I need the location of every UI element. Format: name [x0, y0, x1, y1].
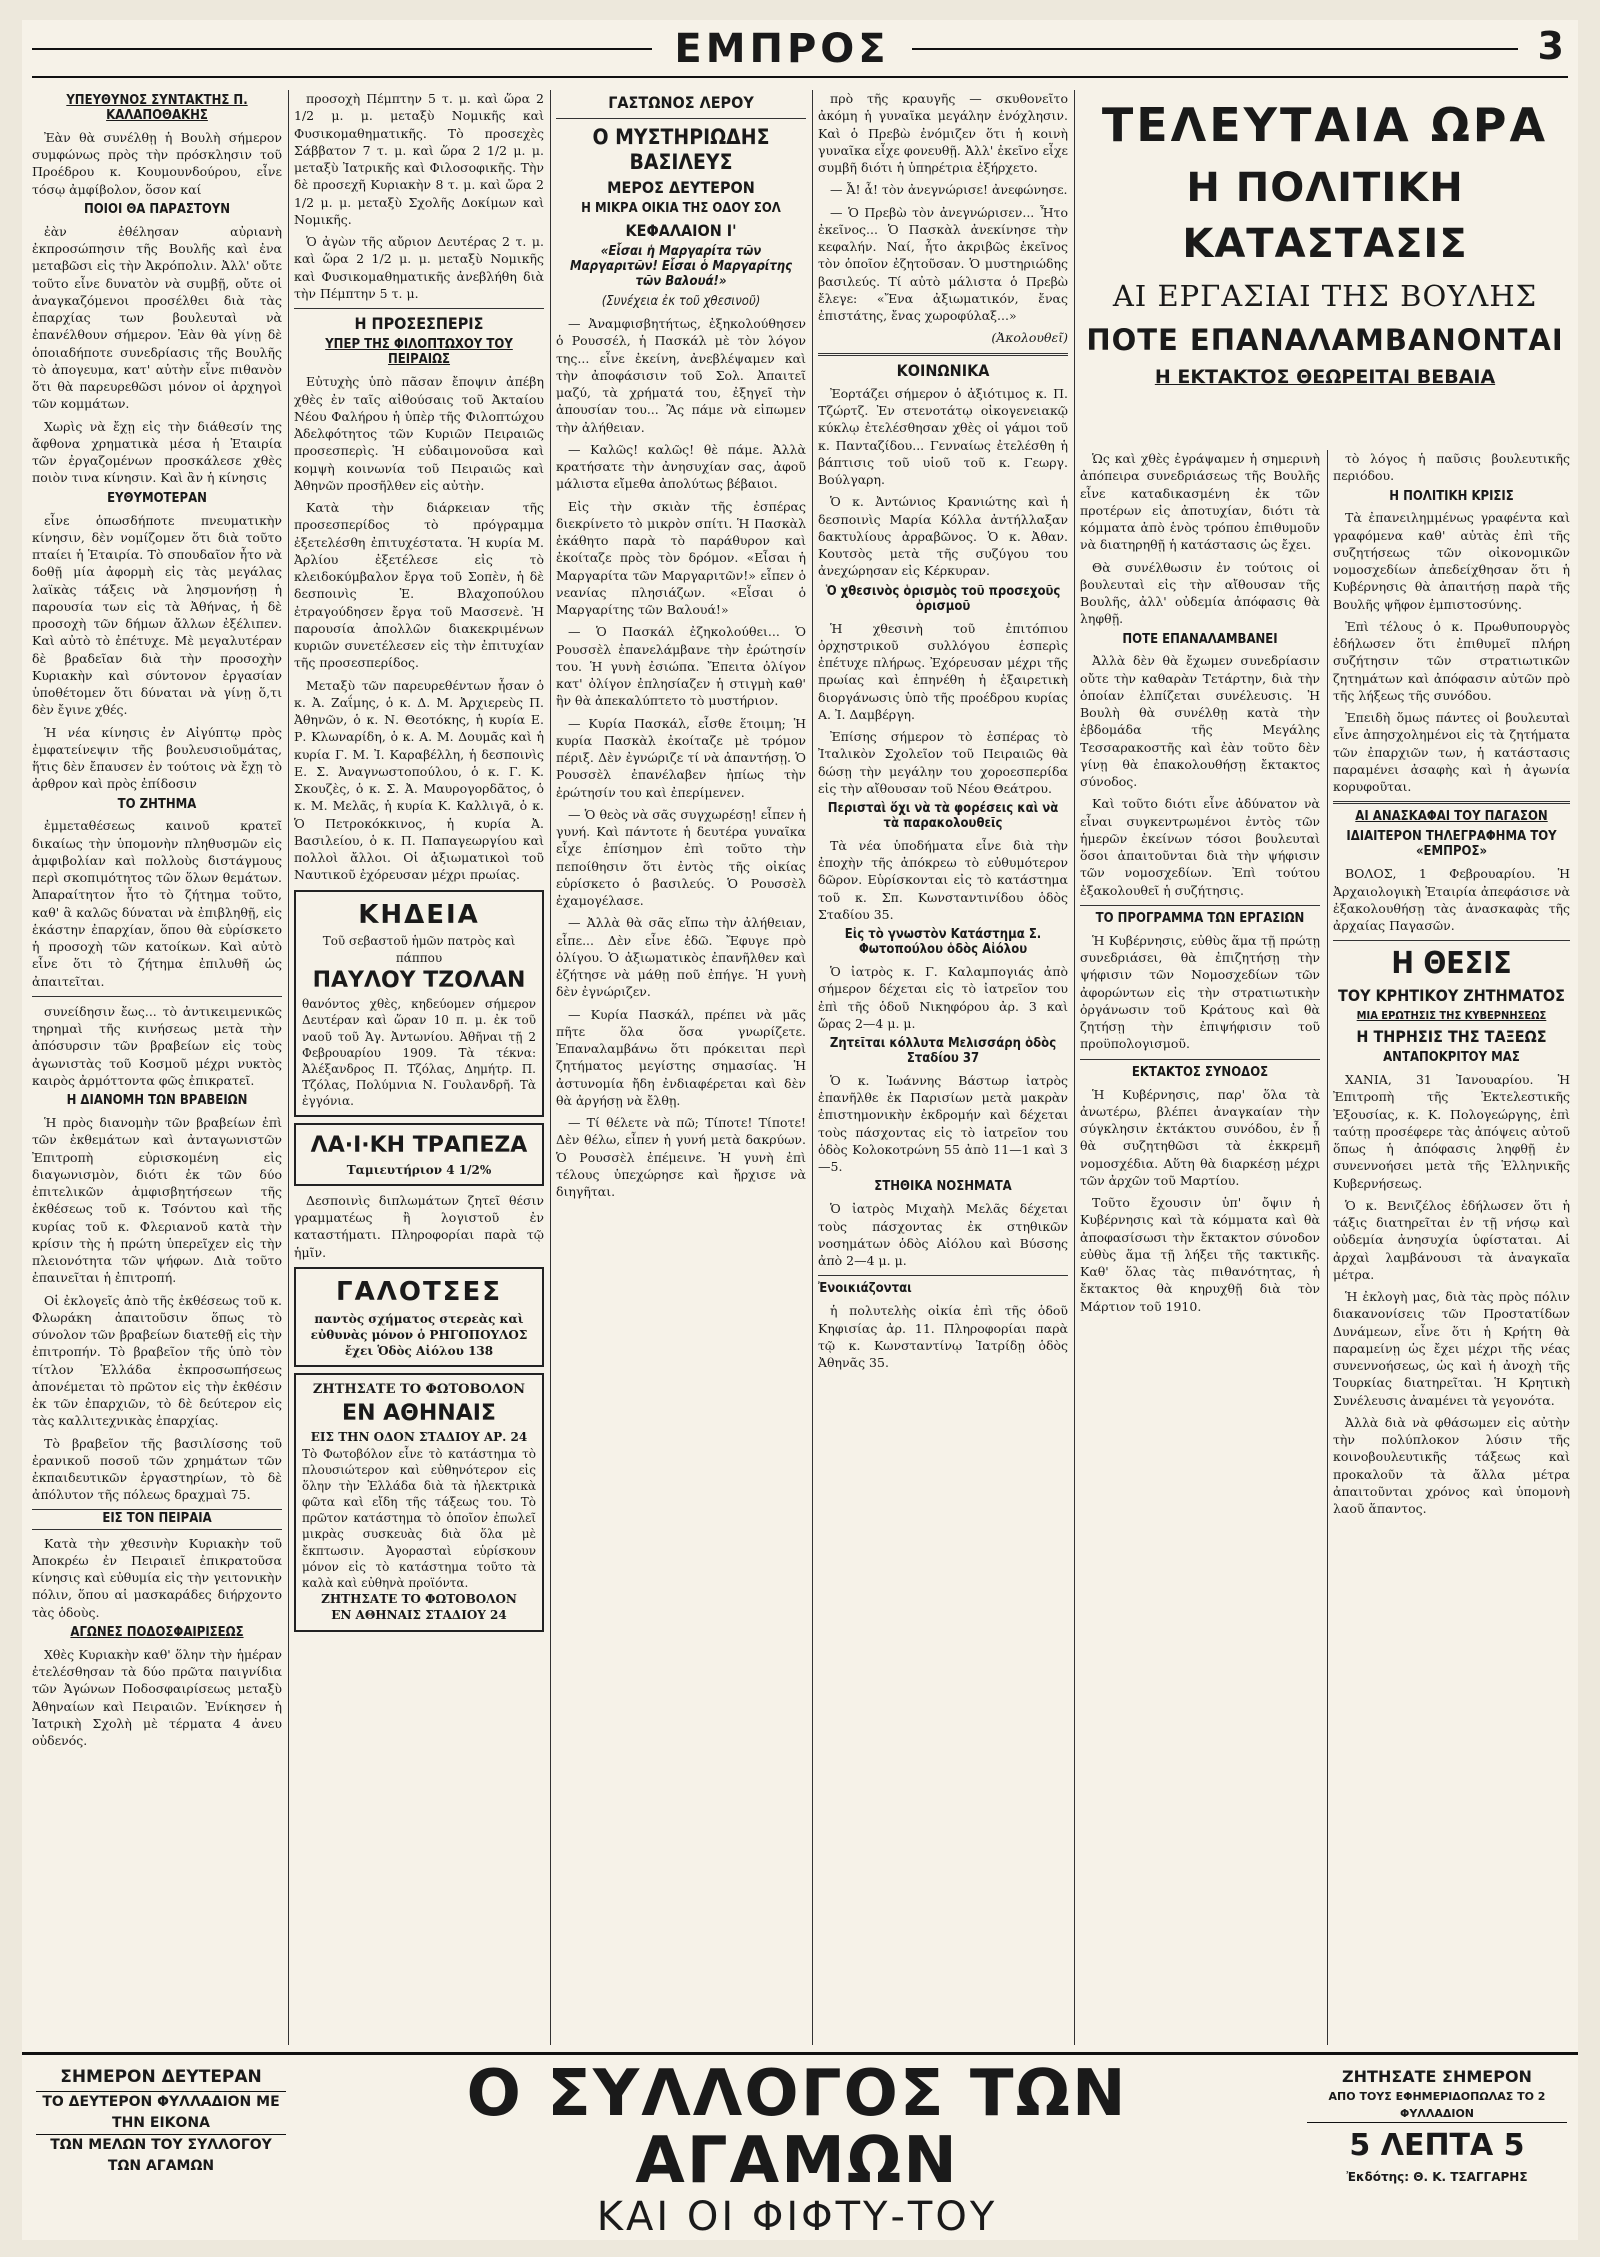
ad-title: ΛΑ·Ι·ΚΗ ΤΡΑΠΕΖΑ — [310, 1133, 528, 1159]
article-heading: Η ΠΡΟΣΕΣΠΕΡΙΣ — [354, 314, 484, 333]
serial-part: ΜΕΡΟΣ ΔΕΥΤΕΡΟΝ — [607, 177, 755, 197]
article-paragraph: Ὡς καὶ χθὲς ἐγράψαμεν ἡ σημερινὴ ἀπόπειρα συνεδριάσεως τῆς Βουλῆς εἶνε καταδικασμένη ἐκ τῶν προτέρων εἰς ἀποτυχίαν, διότι τὰ κόμματα ἀπὸ ἑνὸς τρόπου ἐπιθυμοῦν νὰ διατηρηθῇ ἡ κατάστασις ὡς ἔχει. — [1080, 451, 1320, 553]
column-5 — [1080, 450, 1320, 2045]
subheading: ΤΟ ΖΗΤΗΜΑ — [117, 796, 197, 812]
notice-text: θανόντος χθὲς, κηδεύομεν σήμερον Δευτέραν καὶ ὥραν 10 π. μ. ἐκ τοῦ ναοῦ τοῦ Ἁγ. Ἀντωνίου. Ἀθῆναι τῇ 2 Φεβρουαρίου 1909. Τὰ τέκνα: Ἀλέξανδρος Π. Τζόλας, Δημήτρ. Π. Τζόλας, Πολύμνια Ν. Γουλανδρῆ. Τὰ ἐγγόνια. — [302, 997, 536, 1109]
article-subheading: ΥΠΕΡ ΤΗΣ ΦΙΛΟΠΤΩΧΟΥ ΤΟΥ ΠΕΙΡΑΙΩΣ — [325, 337, 513, 368]
article-heading: Η ΘΕΣΙΣ — [1391, 946, 1512, 982]
article-paragraph: Ἀλλὰ δὲν θὰ ἔχωμεν συνεδρίασιν οὔτε τὴν καθαρὰν Τετάρτην, διὰ τὴν ὁποίαν ἐλπίζεται συνέλευσις. Ἡ Βουλὴ θὰ συνέλθῃ κατὰ τὴν ἑβδομάδα τῆς Μεγάλης Τεσσαρακοστῆς καὶ ἐὰν τοῦτο δὲν γίνῃ θὰ ἐπακολουθήσῃ ἔκτακτος σύνοδος. — [1080, 653, 1320, 790]
lead-headline-block — [1080, 90, 1570, 450]
article-paragraph: πρὸ τῆς κραυγῆς — σκυθονεῖτο ἀκόμη ἡ γυναῖκα μεγάλην ἐνόχλησιν. Καὶ ὁ Πρεβὼ ἐνόμιζεν ὅτι ἡ κοινὴ γυναῖκα εἶχε φονευθῇ. Ἀλλ' ἐκεῖνο εἶχε συμβῆ διότι ἡ ὑπηρέτρια ἐξήρχετο. — [818, 91, 1068, 175]
column-rule — [1074, 90, 1075, 2045]
ad-subtitle: ΕΙΣ ΤΗΝ ΟΔΟΝ ΣΤΑΔΙΟΥ ΑΡ. 24 — [310, 1430, 528, 1445]
notice-line: Τοῦ σεβαστοῦ ἡμῶν πατρὸς καὶ πάππου — [322, 934, 516, 965]
article-paragraph: Ἐπίσης σήμερον τὸ ἑσπέρας τὸ Ἰταλικὸν Σχολεῖον τοῦ Πειραιῶς θὰ δώσῃ τὴν μεγάλην του χοροεσπερίδα εἰς τὴν αἴθουσαν τοῦ Νέου Θεάτρου. — [818, 729, 1068, 796]
classified-ad: Δεσποινὶς διπλωμάτων ζητεῖ θέσιν γραμματέως ἢ λογιστοῦ ἐν καταστήματι. Πληροφορίαι παρὰ τῷ ἡμῖν. — [294, 1192, 544, 1260]
article-subheading: ΑΝΤΑΠΟΚΡΙΤΟΥ ΜΑΣ — [1383, 1050, 1520, 1066]
article-paragraph: προσοχὴ Πέμπτην 5 τ. μ. καὶ ὥρα 2 1/2 μ. μ. μεταξὺ Νομικῆς καὶ Φυσικομαθηματικῆς. Τὸ προσεχὲς Σάββατον 7 τ. μ. καὶ ὥρα 2 1/2 μ. μ. μεταξὺ Ἰατρικῆς καὶ Φιλοσοφικῆς. Τὴν δὲ προσεχῆ Κυριακὴν 8 τ. μ. καὶ ὥρα 2 1/2 μ. μ. μεταξὺ Σχολῆς Δοκίμων καὶ Νομικῆς. — [294, 91, 544, 227]
column-1 — [32, 90, 282, 2045]
footer-left — [36, 2065, 286, 2177]
footer-subheadline: ΚΑΙ ΟΙ ΦΙΦΤΥ-ΤΟΥ — [596, 2194, 998, 2240]
article-paragraph: — Ὁ θεὸς νὰ σᾶς συγχωρέσῃ! εἶπεν ἡ γυνή. Καὶ πάντοτε ἡ δευτέρα γυναῖκα εἶχε ἐπίσημον ἐπὶ τοῦτο τὴν πεποίθησιν ὅτι ἐντὸς τῆς οἰκίας εὑρίσκετο ὁ βασιλεύς. Ὁ Ρουσσὲλ ἐχαμογέλασε. — [556, 806, 806, 909]
editor-line: ΥΠΕΥΘΥΝΟΣ ΣΥΝΤΑΚΤΗΣ Π. ΚΑΛΑΠΟΘΑΚΗΣ — [66, 93, 248, 123]
article-paragraph: Ἀλλὰ διὰ νὰ φθάσωμεν εἰς αὐτὴν τὴν πολύπλοκον λύσιν τῆς κοινοβουλευτικῆς τάξεως καὶ προκαλοῦν τὰ ἄλλα μέτρα ἀπαιτοῦνται χρόνος καὶ ὑπομονὴ λαοῦ ἅπαντος. — [1333, 1414, 1570, 1517]
column-6 — [1333, 450, 1570, 2045]
article-paragraph: Καὶ τοῦτο διότι εἶνε ἀδύνατον νὰ εἶναι συγκεντρωμένοι ἐντὸς τῶν ἡμερῶν ἐκείνων τόσοι βουλευταὶ ὅσοι ἀπαιτοῦνται διὰ τὴν ψήφισιν τῶν νομοσχεδίων. Ἐπὶ τούτου ἐξακολουθεῖ ἡ συζήτησις. — [1080, 796, 1320, 898]
article-subheading: Η ΤΗΡΗΣΙΣ ΤΗΣ ΤΑΞΕΩΣ — [1356, 1026, 1547, 1046]
article-paragraph: Τὸ βραβεῖον τῆς βασιλίσσης τοῦ ἐρανικοῦ ποσοῦ τῶν χρημάτων τῶν ἐκπαιδευτικῶν ἐργαστηρίων, τὸ δὲ ἀπόλυτον τῆς πόλεως δραχμαὶ 75. — [32, 1435, 282, 1503]
divider — [1333, 940, 1570, 941]
article-paragraph: Ἡ χθεσινὴ τοῦ ἐπιτόπιου ὀρχηστρικοῦ συλλόγου ἑσπερὶς ἐπέτυχε πλήρως. Ἐχόρευσαν μέχρι τῆς πρωίας καὶ ἐπηνέθη ἡ ἐξαιρετικὴ διοργάνωσις ὑπὸ τῆς προέδρου κυρίας Α. Ἰ. Δαμβέργη. — [818, 620, 1068, 722]
article-subheading: ΜΙΑ ΕΡΩΤΗΣΙΣ ΤΗΣ ΚΥΒΕΡΝΗΣΕΩΣ — [1356, 1009, 1547, 1023]
column-3 — [556, 90, 806, 2045]
article-paragraph: — Ἀλλὰ θὰ σᾶς εἴπω τὴν ἀλήθειαν, εἶπε... Δὲν εἶνε ἐδῶ. Ἔφυγε πρὸ ὀλίγου. Ὁ ἀξιωματικὸς ἐπανῆλθεν καὶ ἐζήτησε νὰ μάθῃ ποῦ ἐπήγε. Ἡ γυνὴ δὲν ἐγνώριζεν. — [556, 915, 806, 1000]
subheading: ΑΙ ΑΝΑΣΚΑΦΑΙ ΤΟΥ ΠΑΓΑΣΟΝ — [1355, 809, 1548, 825]
subheading: ΑΓΩΝΕΣ ΠΟΔΟΣΦΑΙΡΙΣΕΩΣ — [70, 1624, 244, 1640]
column-rule — [1327, 450, 1328, 2045]
article-paragraph: Ἡ νέα κίνησις ἐν Αἰγύπτῳ πρὸς ἐμφατείνεψιν τῆς βουλευσιοῦμάτας, ἥτις δὲν ἔπαυσεν ἐν τούτοις νὰ ἔχῃ τὸ ἀρθρον καὶ πρὸς ἐπίδοσιν — [32, 724, 282, 792]
article-paragraph: — Ὁ Πασκάλ ἐζηκολούθει... Ὁ Ρουσσὲλ ἐπανελάμβανε τὴν ἐρώτησίν του. Ἡ γυνὴ ἐσιώπα. Ἔπειτα ὀλίγον κατ' ὀλίγον ἐπλησίαζεν ἡ στιγμὴ καθ' ἣν θὰ ἀπεκαλύπτετο τὸ μυστήριον. — [556, 624, 806, 709]
article-paragraph: συνείδησιν ἔως... τὸ ἀντικειμενικῶς τηρημαὶ τῆς κινήσεως μετὰ τὴν ἀπόσυρσιν τῶν βραβείων εἰς τοὺς ἀγωνιστὰς τοῦ Κοσμοῦ μέχρι νυκτὸς καιρὸς ἀρμόττοντα φῶς ἐπικρατεῖ. — [32, 1003, 282, 1088]
article-paragraph: Ὁ κ. Βενιζέλος ἐδήλωσεν ὅτι ἡ τάξις διατηρεῖται ἐν τῇ νήσῳ καὶ οὐδεμία ἀνησυχία ὑφίσταται. Αἱ ἀρχαὶ λαμβάνουσι τὰ ἀναγκαῖα μέτρα. — [1333, 1197, 1570, 1282]
divider — [1080, 1059, 1320, 1060]
article-paragraph: — Ἆ! ἆ! τὸν ἀνεγνώρισε! ἀνεφώνησε. — [830, 182, 1068, 198]
ad-title: ΓΑΛΟΤΣΕΣ — [336, 1276, 502, 1307]
footer-banner — [22, 2052, 1578, 2240]
subheading: ΙΔΙΑΙΤΕΡΟΝ ΤΗΛΕΓΡΑΦΗΜΑ ΤΟΥ «ΕΜΠΡΟΣ» — [1346, 829, 1557, 860]
article-paragraph: — Ἀναμφισβητήτως, ἐξηκολούθησεν ὁ Ρουσσέλ, ἡ Πασκάλ μὲ τὸν λόγον της... εἶνε ἐκείνη, ἀνεβλέψαμεν καὶ τὴν ἀποφάσισιν τοῦ Σολ. Ἀπαιτεῖ μαζύ, τὰ χρήματά του, ἐξηγεῖ τὴν ἀπουσίαν του... Ἂς πάμε νὰ εἰπωμεν τὴν ἀλήθειαν. — [556, 316, 806, 435]
article-paragraph: Οἱ ἐκλογεῖς ἀπὸ τῆς ἐκθέσεως τοῦ κ. Φλωράκη ἀπαιτοῦσιν ὅπως τὸ σύνολον τῶν βραβείων διατεθῇ εἰς τὴν ἐπιτροπήν. Τὸ βραβεῖον τῆς ὑπὸ τὸν τίτλον Ἑλλάδα ἐκπροσωπήσεως ἀπονέμεται τὸ πρῶτον εἰς τὴν ἐκθέσιν ἐκ τῶν ἐπαρχιῶν, τὸ δὲ δεύτερον εἰς τὰς καλλιτεχνικὰς ἐπαρχίας. — [32, 1292, 282, 1429]
article-paragraph: Χθὲς Κυριακὴν καθ' ὅλην τὴν ἡμέραν ἐτελέσθησαν τὰ δύο πρῶτα παιγνίδια τῶν Ἀγώνων Ποδοσφαιρίσεως μεταξὺ Ἀθηναίων καὶ Πειραιῶν. Ἐνίκησεν ἡ Ἰατρικὴ Σχολὴ μὲ τέρματα 4 ἀνευ οὐδενός. — [32, 1646, 282, 1748]
article-paragraph: εἶνε ὁπωσδήποτε πνευματικὴν κίνησιν, δὲν νομίζομεν ὅτι διὰ τοῦτο πταίει ἡ Ἑταιρία. Τὸ σπουδαῖον ἦτο νὰ δοθῇ μία ἀφορμὴ εἰς τὰς μεγάλας λαϊκὰς τάξεις νὰ λησμονήσῃ ἡ παρουσία των εἰς τὰ Ἀθήνας, ἡ δὲ προσοχὴ τῶν δήμων ἄλλων ἐξέλιπεν. Καὶ αὐτὸ τὸ ἐπέτυχε. Μὲ μεγαλυτέραν δὲ βραδεῖαν διὰ τὴν προσοχὴν Κυριακὴν καὶ σύντονον ἐργασίαν ὑποθέτομεν ὅτι δύναται νὰ γίνῃ ὅ,τι δὲν ἔγινε χθές. — [32, 512, 282, 718]
footer-publisher: Ἐκδότης: Θ. Κ. ΤΣΑΓΓΑΡΗΣ — [1346, 2170, 1528, 2184]
fotovolon-ad — [294, 1373, 544, 1631]
article-paragraph: Ὁ κ. Ἰωάννης Βάστωρ ἰατρὸς ἐπανῆλθε ἐκ Παρισίων μετὰ μακρὰν ἐπιστημονικὴν ἐκδρομήν καὶ δέχεται τοὺς πάσχοντας εἰς τὸ ἰατρεῖον του ὁδὸς Κολοκοτρώνη 55 ἀπὸ 11—1 καὶ 3—5. — [818, 1072, 1068, 1175]
chapter-subtitle: «Εἶσαι ἡ Μαργαρίτα τῶν Μαργαριτῶν! Εἶσαι ὁ Μαργαρίτης τῶν Βαλουά!» — [569, 244, 793, 290]
article-paragraph: Ἡ πρὸς διανομὴν τῶν βραβείων ἐπὶ τῶν ἐκθεμάτων καὶ ἀνταγωνιστῶν Ἐπιτροπὴ εὑρισκομένη εἰς διαγωνισμὸν, διότι ἐκ τῶν δύο ἐπιτελικῶν ἀμφισβητήσεων τῆς ἐκθέσεως τοῦ κ. Τσόντου καὶ τῆς κυρίας τοῦ κ. Φλεριανοῦ κατὰ τὴν κρίσιν τὴς ἡ πρώτη ὑπερεῖχεν εἰς τὴν πλειονότητα τῶν ψήφων. Διὰ τοῦτο ἐπαινεῖται ἡ ἐπιτροπή. — [32, 1115, 282, 1286]
article-paragraph: Κατὰ τὴν διάρκειαν τῆς προσεσπερίδος τὸ πρόγραμμα ἐξετελέσθη ἐπιτυχέστατα. Ἡ κυρία Μ. Ἀρλίου ἐξετέλεσε εἰς τὸ κλειδοκύμβαλον ἔργα τοῦ Σοπὲν, ἡ δὲ δεσποινὶς Ἑ. Βλαχοπούλου ἐτραγούδησεν ἔργα τοῦ Μασσενὲ. Ἡ παρουσία ἀπολλῶν διακεκριμένων κυριῶν συνετέλεσεν εἰς τὴν ἐπιτυχίαν τῆς προσεσπερίδος. — [294, 500, 544, 671]
article-paragraph: Ὁ ἰατρὸς Μιχαὴλ Μελᾶς δέχεται τοὺς πάσχοντας ἐκ στηθικῶν νοσημάτων ὁδὸς Αἰόλου καὶ Βύσσης ἀπὸ 2—4 μ. μ. — [818, 1201, 1068, 1269]
article-paragraph: Τὰ νέα ὑποδήματα εἶνε διὰ τὴν ἐποχὴν τῆς ἀπόκρεω τὸ εὐθυμότερον δῶρον. Εὑρίσκονται εἰς τὸ κατάστημα τοῦ κ. Σπ. Κωνσταντινίδου ὁδὸς Σταδίου 35. — [818, 837, 1068, 922]
serial-title: Ο ΜΥΣΤΗΡΙΩΔΗΣ ΒΑΣΙΛΕΥΣ — [592, 125, 770, 174]
lead-headline-2: Η ΠΟΛΙΤΙΚΗ ΚΑΤΑΣΤΑΣΙΣ — [1182, 165, 1468, 267]
footer-right — [1307, 2065, 1567, 2186]
column-2 — [294, 90, 544, 2045]
section-heading: ΚΟΙΝΩΝΙΚΑ — [896, 360, 990, 380]
article-paragraph: — Ὁ Πρεβὼ τὸν ἀνεγνώρισεν... Ἦτο ἐκεῖνος... Ὁ Πασκὰλ ἀνεκίνησε τὴν κεφαλήν. Ναί, ἦτο ἀκριβῶς ἐκεῖνος τὸν ὁποῖον ἐζητοῦσαν. Ὁ μυστηριώδης βασιλεύς. Τί αὐτὸ μάλιστα ὁ Πρεβὼ ἔλεγε: «Ἔνα ἀξιωματικόν, ἔνας ἐπιστάτης, ἔνας χωροφύλαξ...» — [818, 204, 1068, 323]
article-paragraph: Θὰ συνέλθωσιν ἐν τούτοις οἱ βουλευταὶ εἰς τὴν αἴθουσαν τῆς Βουλῆς, ἀλλ' οὐδεμία ἀπόφασις θὰ ληφθῇ. — [1080, 559, 1320, 627]
article-paragraph: — Κυρία Πασκάλ, πρέπει νὰ μᾶς πῆτε ὅλα ὅσα γνωρίζετε. Ἐπαναλαμβάνω ὅτι πρόκειται περὶ ζητήματος μεγίστης σημασίας. Ἡ ἀστυνομία ἤδη ἐνδιαφέρεται καὶ δὲν θὰ ἀργήσῃ νὰ ἔλθῃ. — [556, 1006, 806, 1108]
divider — [818, 353, 1068, 356]
article-paragraph: Τοῦτο ἔχουσιν ὑπ' ὄψιν ἡ Κυβέρνησις καὶ τὰ κόμματα καὶ θὰ ἀποφασίσωσι τὴν ἔκτακτον σύνοδον εὐθὺς ἅμα τῇ λήξει τῆς τακτικῆς. Καθ' ὅλας τὰς πιθανότητας, ἡ ἔκτακτος θὰ κηρυχθῇ διὰ τὸν Μάρτιον τοῦ 1910. — [1080, 1195, 1320, 1314]
article-paragraph: Ἐπὶ τέλους ὁ κ. Πρωθυπουργὸς ἐδήλωσεν ὅτι ἐπιθυμεῖ πλήρη συζήτησιν τῶν στρατιωτικῶν ζητημάτων καὶ ἀπόφασιν αὐτῶν πρὸ τῆς λήξεως τῆς συνόδου. — [1333, 618, 1570, 703]
masthead — [22, 20, 1578, 82]
continued-note: (Συνέχεια ἐκ τοῦ χθεσινοῦ) — [601, 294, 761, 310]
lead-headline-4: ΠΟΤΕ ΕΠΑΝΑΛΑΜΒΑΝΟΝΤΑΙ — [1086, 322, 1564, 357]
bank-ad — [294, 1123, 544, 1186]
page-number: 3 — [1537, 24, 1564, 68]
footer-center — [302, 2057, 1292, 2240]
article-paragraph: ΒΟΛΟΣ, 1 Φεβρουαρίου. Ἡ Ἀρχαιολογικὴ Ἑταιρία ἀπεφάσισε νὰ ἐξακολουθήσῃ τὰς ἀνασκαφὰς τῆς ἀρχαίας Παγασῶν. — [1333, 866, 1570, 933]
article-paragraph: Χωρὶς νὰ ἔχῃ εἰς τὴν διάθεσίν της ἄφθονα χρηματικὰ μέσα ἡ Ἑταιρία τῶν ἐργαζομένων προσκάλεσε χθὲς ποιὸν τινα κίνησιν. Καὶ ἂν ἡ κίνησις — [32, 418, 282, 486]
article-paragraph: Ἡ Κυβέρνησις, εὐθὺς ἅμα τῇ πρώτῃ συνεδριάσει, θὰ ἐπιζητήσῃ τὴν ψήφισιν τῶν Νομοσχεδίων τῶν ἀφορώντων εἰς τὴν στρατιωτικὴν ὀργάνωσιν τοῦ Κράτους καὶ θὰ ζητήσῃ τὴν ἐπιψήφισιν τοῦ προϋπολογισμοῦ. — [1080, 932, 1320, 1052]
footer-price: 5 ΛΕΠΤΑ 5 — [1349, 2128, 1525, 2163]
footer-left-line: ΣΗΜΕΡΟΝ ΔΕΥΤΕΡΑΝ — [36, 2065, 286, 2092]
lead-headline-5: Η ΕΚΤΑΚΤΟΣ ΘΕΩΡΕΙΤΑΙ ΒΕΒΑΙΑ — [1154, 365, 1496, 388]
subheading: ΠΟΙΟΙ ΘΑ ΠΑΡΑΣΤΟΥΝ — [83, 201, 231, 217]
ad-subtitle: Ταμιευτήριον 4 1/2% — [346, 1162, 492, 1177]
divider — [294, 308, 544, 309]
subheading: ΠΟΤΕ ΕΠΑΝΑΛΑΜΒΑΝΕΙ — [1122, 631, 1278, 647]
divider — [32, 996, 282, 997]
serial-chapter: ΚΕΦΑΛΑΙΟΝ Ι' — [625, 221, 737, 240]
column-rule — [288, 90, 289, 2045]
subheading: ΕΚΤΑΚΤΟΣ ΣΥΝΟΔΟΣ — [1131, 1064, 1269, 1080]
subheading: ΕΙΣ ΤΟΝ ΠΕΙΡΑΙΑ — [32, 1509, 282, 1530]
subheading: Περισταὶ ὅχι νὰ τὰ φορέσεις καὶ νὰ τὰ παρακολουθεῖς — [827, 801, 1059, 831]
article-paragraph: Ἐορτάζει σήμερον ὁ ἀξιότιμος κ. Π. Τζώρτζ. Ἐν στενοτάτῳ οἰκογενειακῷ κύκλῳ ἐτελέσθησαν χθὲς οἱ γάμοι τοῦ κ. Πανταζίδου... Γενναίως ἐτελέσθη ἡ βάπτισις τοῦ υἱοῦ τοῦ κ. Γεωργ. Βούλγαρη. — [818, 385, 1068, 488]
subheading: Ζητεῖται κόλλυτα Μελισσάρη ὁδὸς Σταδίου 37 — [829, 1036, 1057, 1066]
divider — [1080, 905, 1320, 906]
article-paragraph: Ἡ Κυβέρνησις, παρ' ὅλα τὰ ἀνωτέρω, βλέπει ἀναγκαίαν τὴν σύγκλησιν ἐκτάκτου συνόδου, ἐν ᾗ θὰ συζητηθῶσι τὰ ἐκκρεμῆ νομοσχέδια. Αὕτη θὰ διαρκέσῃ μέχρι τῶν ἀρχῶν τοῦ Μαρτίου. — [1080, 1086, 1320, 1188]
article-paragraph: — Τί θέλετε νὰ πῶ; Τίποτε! Τίποτε! Δὲν θέλω, εἶπεν ἡ γυνή μετὰ δακρύων. Ὁ Ρουσσὲλ ἐπέμεινε. Ἡ γυνὴ ἐπὶ τέλους ὑπεχώρησε καὶ ἤρχισε νὰ διηγῆται. — [556, 1115, 806, 1200]
article-paragraph: Τὰ ἐπανειλημμένως γραφέντα καὶ γραφόμενα καθ' αὐτὰς ἐπὶ τῆς συζητήσεως τῶν οἰκονομικῶν νομοσχεδίων ἀπεδείχθησαν ὅτι ἡ Κυβέρνησις θὰ ἀπαιτήσῃ παρὰ τῆς Βουλῆς ψῆφον ἐμπιστοσύνης. — [1333, 510, 1570, 612]
serial-byline: ΓΑΣΤΩΝΟΣ ΛΕΡΟΥ — [608, 93, 754, 112]
column-rule — [550, 90, 551, 2045]
footer-left-line: ΤΩΝ ΜΕΛΩΝ ΤΟΥ ΣΥΛΛΟΓΟΥ ΤΩΝ ΑΓΑΜΩΝ — [36, 2134, 286, 2177]
article-paragraph: Ἐπειδὴ ὅμως πάντες οἱ βουλευταὶ εἶνε ἀπησχολημένοι εἰς τὰ ζητήματα τῶν ἐπαρχιῶν των, ἡ κατάστασις παραμένει ἀσαφὴς καὶ ἡ ἀγωνία κορυφοῦται. — [1333, 710, 1570, 795]
article-paragraph: Ἡ ἐκλογὴ μας, διὰ τὰς πρὸς πόλιν διακανονίσεις τῶν Προστατίδων Δυνάμεων, εἶνε ὅτι ἡ Κρήτη θὰ παραμείνῃ ὡς ἔχει μέχρι τῆς νέας συνεννοήσεως, ὡς καὶ ἡ ἀνοχὴ τῆς Τουρκίας διατηρεῖται. Ἡ Κρητικὴ Συνέλευσις ἀναμένει τὰ γεγονότα. — [1333, 1289, 1570, 1408]
subheading: ΤΟ ΠΡΟΓΡΑΜΜΑ ΤΩΝ ΕΡΓΑΣΙΩΝ — [1095, 910, 1305, 926]
article-paragraph: Ἐὰν θὰ συνέλθῃ ἡ Βουλὴ σήμερον συμφώνως πρὸς τὴν πρόσκλησιν τοῦ Προέδρου κ. Κουμουνδούρου, εἶνε τόσῳ ἀμφίβολον, ὅσον καί — [32, 129, 282, 197]
article-paragraph: τὸ λόγος ἡ παῦσις βουλευτικῆς περιόδου. — [1333, 451, 1570, 484]
article-paragraph: — Καλῶς! καλῶς! θὲ πάμε. Ἀλλὰ κρατήσατε τὴν ἀνησυχίαν σας, ἀφοῦ μάλιστα εἴμεθα ἀπολύτως βέβαιοι. — [556, 441, 806, 492]
serial-subtitle: Η ΜΙΚΡΑ ΟΙΚΙΑ ΤΗΣ ΟΔΟΥ ΣΟΛ — [581, 201, 781, 217]
article-paragraph: Μεταξὺ τῶν παρευρεθέντων ἦσαν ὁ κ. Ἀ. Ζαΐμης, ὁ κ. Δ. Μ. Ἀρχιερεὺς Π. Ἀθηνῶν, ὁ κ. Ν. Θεοτόκης, ἡ κυρία Ε. Ρ. Κλωναρίδη, ὁ κ. Α. Μ. Δουμᾶς καὶ ἡ κυρία Γ. Μ. Ἰ. Καραβέλλη, ἡ δεσποινὶς Ε. Σ. Ἀναγνωστοπούλου, ὁ κ. Γ. Κ. Σκουζὲς, ὁ κ. Σ. Ἀ. Μαυρογορδᾶτος, ὁ κ. Μ. Μελᾶς, ἡ κυρία Κ. Καλλιγᾶ, ὁ κ. Ὁ Πετροκόκκινος, ἡ κυρία Ἀ. Βασιλείου, ὁ κ. Π. Παπαγεωργίου καὶ πολλοὶ ἄλλοι. Οἱ ἀξιωματικοὶ τοῦ Ναυτικοῦ ἐχόρευσαν μέχρι πρωίας. — [294, 677, 544, 883]
article-paragraph: Ὁ ἀγὼν τῆς αὔριον Δευτέρας 2 τ. μ. καὶ ὥρα 2 1/2 μ. μ. μεταξὺ Νομικῆς καὶ Φυσικομαθηματικῆς ἀνεβλήθη διὰ τὴν Πέμπτην 5 τ. μ. — [294, 234, 544, 301]
newspaper-name: ΕΜΠΡΟΣ — [652, 26, 912, 72]
article-subheading: ΤΟΥ ΚΡΗΤΙΚΟΥ ΖΗΤΗΜΑΤΟΣ — [1338, 985, 1565, 1005]
article-paragraph: ἡ πολυτελὴς οἰκία ἐπὶ τῆς ὁδοῦ Κηφισίας ἀρ. 11. Πληροφορίαι παρὰ τῷ κ. Κωνσταντίνῳ Ἰατρίδῃ ὁδὸς Ἀθηνᾶς 35. — [818, 1303, 1068, 1371]
divider — [556, 118, 806, 119]
subheading: Η ΔΙΑΝΟΜΗ ΤΩΝ ΒΡΑΒΕΙΩΝ — [66, 1093, 248, 1109]
article-paragraph: Εὐτυχὴς ὑπὸ πᾶσαν ἔποψιν ἀπέβη χθὲς ἐν ταῖς αἰθούσαις τοῦ Ἀκταίου Νέου Φαλήρου ἡ ὑπὲρ τῆς Φιλοπτώχου Ἀδελφότητος τῶν Κυριῶν Πειραιῶς προσεσπερὶς. Ἡ εὐδαιμονοῦσα καὶ κομψὴ κοινωνία τοῦ Πειραιῶς καὶ Ἀθηνῶν προσῆλθεν εἰς αὐτὴν. — [294, 374, 544, 493]
divider — [818, 1275, 1068, 1276]
article-paragraph: Εἰς τὴν σκιὰν τῆς ἐσπέρας διεκρίνετο τὸ μικρὸν σπίτι. Ἡ Πασκὰλ ἐκάθητο παρὰ τὸ παράθυρον καὶ ἐκοίταζε πρὸς τὸν δρόμον. «Εἶσαι ἡ Μαργαρίτα τῶν Μαργαριτῶν!» εἶπεν ὁ νεανίας πλησιάζων. «Εἶσαι ὁ Μαργαρίτης τῶν Βαλουά!» — [556, 498, 806, 618]
subheading: Εἰς τὸ γνωστὸν Κατάστημα Σ. Φωτοπούλου ὁδὸς Αἰόλου — [844, 927, 1042, 958]
footer-right-line: ΖΗΤΗΣΑΤΕ ΣΗΜΕΡΟΝ — [1342, 2067, 1532, 2086]
subheading: Η ΠΟΛΙΤΙΚΗ ΚΡΙΣΙΣ — [1389, 488, 1514, 504]
continued-note: (Ἀκολουθεῖ) — [991, 330, 1068, 346]
column-rule — [812, 90, 813, 2045]
article-paragraph: — Κυρία Πασκάλ, εἶσθε ἕτοιμη; Ἡ κυρία Πασκὰλ ἐκοίταζε μὲ τρόμον πέριξ. Δὲν ἐγνώριζε τί νὰ ἀπαντήσῃ. Ὁ Ρουσσὲλ ἐπανέλαβεν ἠπίως τὴν ἐρώτησίν του καὶ ἐπερίμενεν. — [556, 715, 806, 800]
article-paragraph: ἐὰν ἐθέλησαν αὐριανὴ ἐκπροσώπησιν τῆς Βουλῆς καὶ ἐνα μεταβῶσι εἰς τὴν Ἀκρόπολιν. Ἀλλ' οὔτε τοῦτο εἶνε δυνατὸν νὰ συμβῇ, οὔτε οἱ ἀναγκαζόμενοι προσέλθει διὰ τὰς ἐπαρχίας των βουλευταὶ νὰ ἐπανέλθουν σήμερον. Ἐὰν θὰ γίνῃ δὲ ὁποιαδήποτε συνεδρίασις τῆς Βουλῆς τὸ ἀπογευμα, κατ' αὐτὴν εἶνε πιθανὸν ὅτι θὰ παρευρεθῶσι μόνον οἱ ἀρχηγοὶ τῶν κομμάτων. — [32, 223, 282, 412]
ad-address: ΕΝ ΑΘΗΝΑΙΣ ΣΤΑΔΙΟΥ 24 — [331, 1608, 507, 1623]
footer-right-line: ΑΠΟ ΤΟΥΣ ΕΦΗΜΕΡΙΔΟΠΩΛΑΣ ΤΟ 2 ΦΥΛΛΑΔΙΟΝ — [1307, 2089, 1567, 2123]
article-paragraph: Ὁ κ. Ἀντώνιος Κρανιώτης καὶ ἡ δεσποινὶς Μαρία Κόλλα ἀντήλλαξαν δακτυλίους ἀρραβῶνος. Ὁ κ. Ἀθαν. Κουτσὸς μετὰ τῆς συζύγου του ἀνεχώρησαν εἰς Κέρκυραν. — [818, 494, 1068, 579]
lead-headline-1: ΤΕΛΕΥΤΑΙΑ ΩΡΑ — [1101, 98, 1549, 152]
article-paragraph: ΧΑΝΙΑ, 31 Ἰανουαρίου. Ἡ Ἐπιτροπὴ τῆς Ἐκτελεστικῆς Ἐξουσίας, κ. Κ. Πολογεώργης, ἐπὶ ταύτῃ προσέφερε τὰς ἀπόψεις αὐτοῦ ὅπως ἡ ἀπόφασις ληφθῇ ἐν συνεννοήσει μετὰ τῆς Ἑλληνικῆς Κυβερνήσεως. — [1333, 1072, 1570, 1191]
ad-bottom: ΖΗΤΗΣΑΤΕ ΤΟ ΦΩΤΟΒΟΛΟΝ — [321, 1592, 517, 1607]
footer-left-line: ΤΟ ΔΕΥΤΕΡΟΝ ΦΥΛΛΑΔΙΟΝ ΜΕ ΤΗΝ ΕΙΚΟΝΑ — [42, 2093, 280, 2131]
lead-headline-3: ΑΙ ΕΡΓΑΣΙΑΙ ΤΗΣ ΒΟΥΛΗΣ — [1112, 278, 1538, 313]
subheading: ΕΥΘΥΜΟΤΕΡΑΝ — [107, 490, 207, 506]
subheading: Ἐνοικιάζονται — [818, 1281, 912, 1297]
article-paragraph: ἐμμεταθέσεως καινοῦ κρατεῖ δικαίως τὴν ὑπομονὴν πληθυσμῶν εἰς ἀμφιβολίαν καὶ πολλοὺς διστάγμους περὶ σκοπιμότητος τῶν ὅλων θεμάτων. Ἀπαραίτητον ἦτο τὸ ζήτημα τοῦτο, καθ' ἃ καλῶς δύναται νὰ ἐπιβληθῇ, εἰς ἑκάστην ἐπαρχίαν, ὅπου θὰ εὑρίσκετο ἡ προσοχὴ τῶν κατοίκων. Καὶ αὐτὸ εἶνε ὅτι τὸ ζήτημα ἐπιλυθῆ ὡς ἀπαιτεῖται. — [32, 818, 282, 989]
masthead-bottom-rule — [32, 76, 1568, 78]
footer-headline: Ο ΣΥΛΛΟΓΟΣ ΤΩΝ ΑΓΑΜΩΝ — [466, 2057, 1128, 2199]
subheading: Ὁ χθεσινὸς ὁρισμὸς τοῦ προσεχοῦς ὁρισμοῦ — [825, 583, 1061, 614]
column-4 — [818, 90, 1068, 2045]
newspaper-page — [22, 20, 1578, 2240]
divider — [1333, 801, 1570, 804]
ad-text: παντὸς σχήματος στερεὰς καὶ εὐθυνὰς μόνον ὁ ΡΗΓΟΠΟΥΛΟΣ ἔχει Ὁδὸς Αἰόλου 138 — [310, 1311, 528, 1359]
ad-text: Τὸ Φωτοβόλον εἶνε τὸ κατάστημα τὸ πλουσιώτερον καὶ εὐθηνότερον εἰς ὅλην τὴν Ἑλλάδα διὰ τὰ ἠλεκτρικὰ φῶτα καὶ εἴδη τῆς τάξεως του. Τὸ πρῶτον κατάστημα τὸ ὁποῖον ἐπωλεῖ μικρὰς συσκευὰς διὰ ὅλα μὲ ἔκπτωσιν. Ἀγορασταὶ εὑρίσκουν μόνον εἰς τὸ κατάστημα τοῦτο τὰ καλὰ καὶ εὐθηνὰ προϊόντα. — [302, 1446, 536, 1591]
ad-title: ΖΗΤΗΣΑΤΕ ΤΟ ΦΩΤΟΒΟΛΟΝ — [312, 1382, 526, 1398]
funeral-notice — [294, 890, 544, 1118]
article-paragraph: Κατὰ τὴν χθεσινὴν Κυριακὴν τοῦ Ἀποκρέω ἐν Πειραιεῖ ἐπικρατοῦσα κίνησις καὶ εὐθυμία εἰς τὴν γειτονικὴν πόλιν, ὅπου αἱ μασκαράδες διήρχοντο τὰς ὁδοὺς. — [32, 1535, 282, 1620]
notice-name: ΠΑΥΛΟΥ ΤΖΟΛΑΝ — [312, 967, 526, 993]
galoshes-ad — [294, 1267, 544, 1367]
article-paragraph: Ὁ ἰατρὸς κ. Γ. Καλαμπογιάς ἀπὸ σήμερον δέχεται εἰς τὸ ἰατρεῖον του ἐπὶ τῆς ὁδοῦ Νικηφόρου ἀρ. 3 καὶ ὥρας 2—4 μ. μ. — [818, 964, 1068, 1031]
notice-title: ΚΗΔΕΙΑ — [358, 899, 480, 930]
subheading: ΣΤΗΘΙΚΑ ΝΟΣΗΜΑΤΑ — [874, 1179, 1012, 1195]
ad-title-2: ΕΝ ΑΘΗΝΑΙΣ — [342, 1400, 496, 1426]
